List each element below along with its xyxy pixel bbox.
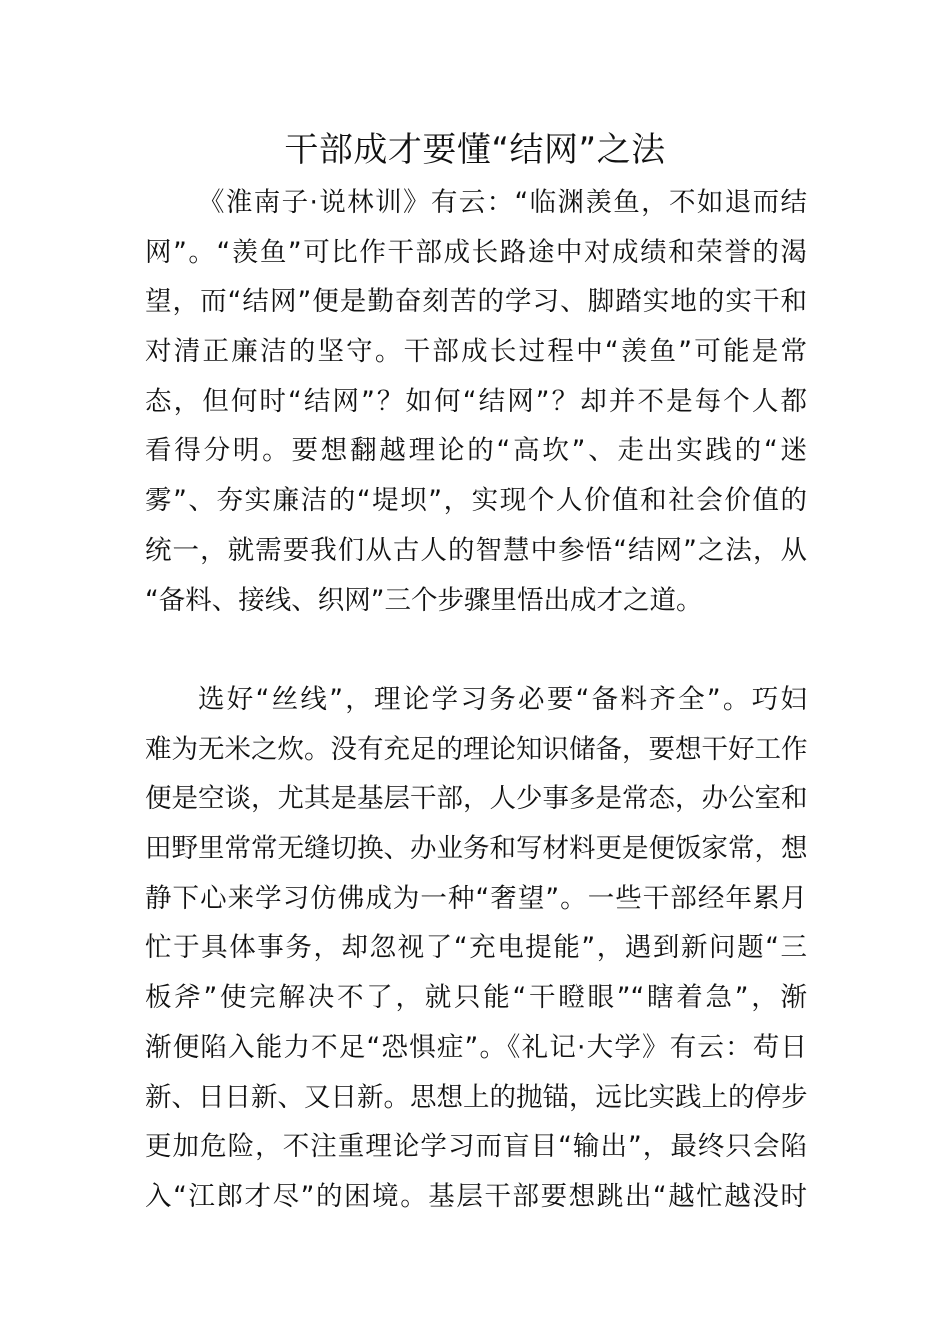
text-line: 便是空谈，尤其是基层干部，人少事多是常态，办公室和 — [145, 783, 807, 815]
text-line: 难为无米之炊。没有充足的理论知识储备，要想干好工作 — [145, 733, 807, 765]
text-line: 看得分明。要想翻越理论的“高坎”、走出实践的“迷 — [145, 435, 807, 467]
text-line: 忙于具体事务，却忽视了“充电提能”，遇到新问题“三 — [145, 932, 807, 964]
text-line: 更加危险，不注重理论学习而盲目“输出”，最终只会陷 — [145, 1131, 807, 1163]
text-line: 《淮南子·说林训》有云：“临渊羡鱼，不如退而结 — [198, 187, 807, 218]
text-line: 态，但何时“结网”？如何“结网”？却并不是每个人都 — [145, 385, 807, 417]
paragraph-intro — [145, 178, 807, 625]
document-title: 干部成才要懂“结网”之法 — [284, 130, 666, 170]
text-line: 望，而“结网”便是勤奋刻苦的学习、脚踏实地的实干和 — [145, 286, 807, 318]
text-line: 板斧”使完解决不了，就只能“干瞪眼”“瞎着急”，渐 — [145, 982, 807, 1014]
text-line: 渐便陷入能力不足“恐惧症”。《礼记·大学》有云：苟日 — [145, 1031, 807, 1063]
text-line: “备料、接线、织网”三个步骤里悟出成才之道。 — [145, 584, 703, 616]
text-line: 网”。“羡鱼”可比作干部成长路途中对成绩和荣誉的渴 — [145, 236, 807, 268]
text-line: 静下心来学习仿佛成为一种“奢望”。一些干部经年累月 — [145, 882, 807, 914]
text-line: 统一，就需要我们从古人的智慧中参悟“结网”之法，从 — [145, 534, 807, 566]
text-line: 入“江郎才尽”的困境。基层干部要想跳出“越忙越没时 — [145, 1180, 807, 1212]
text-line: 对清正廉洁的坚守。干部成长过程中“羡鱼”可能是常 — [145, 336, 807, 368]
paragraph-silk-thread — [145, 675, 807, 1222]
text-line: 新、日日新、又日新。思想上的抛锚，远比实践上的停步 — [145, 1081, 807, 1113]
text-line: 田野里常常无缝切换、办业务和写材料更是便饭家常，想 — [145, 833, 807, 865]
text-line: 雾”、夯实廉洁的“堤坝”，实现个人价值和社会价值的 — [145, 485, 807, 517]
text-line: 选好“丝线”，理论学习务必要“备料齐全”。巧妇 — [198, 684, 807, 715]
